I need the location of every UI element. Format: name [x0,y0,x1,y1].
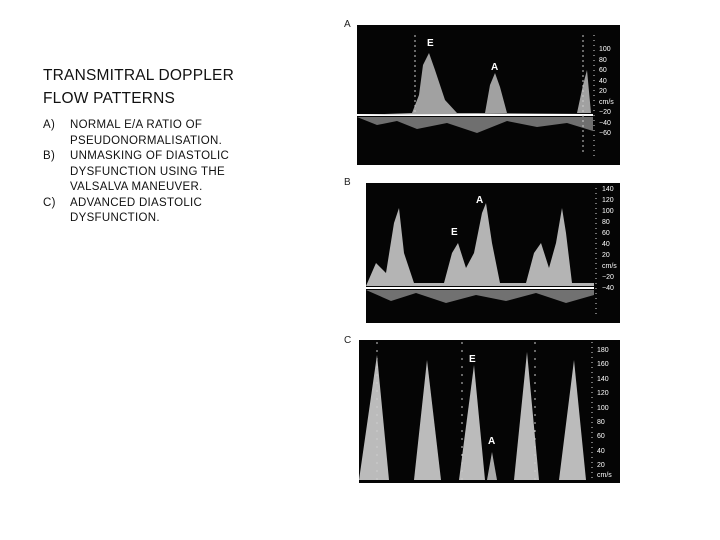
peak-e-label: E [427,38,434,49]
scale-tick: 140 [602,186,614,193]
list-line: NORMAL E/A RATIO OF [70,119,203,131]
peak-e-label: E [451,227,458,238]
doppler-trace-a [357,25,620,165]
scale-tick: 40 [602,241,610,248]
slide-title [43,64,303,110]
title-line-2: FLOW PATTERNS [43,90,176,107]
scale-tick: 140 [597,375,609,383]
scale-tick: 100 [599,46,611,53]
scale-tick: 80 [597,419,605,427]
scale-tick: −60 [599,130,611,137]
list-line: DYSFUNCTION USING THE [70,165,225,178]
scale-tick: −40 [602,285,614,292]
doppler-panel-a [357,25,620,165]
scale-tick: 60 [599,67,607,74]
scale-tick: 80 [602,219,610,226]
scale-tick: 160 [597,361,609,369]
panel-b-label: B [344,177,351,188]
velocity-scale [602,184,620,294]
velocity-scale [597,344,619,474]
scale-tick: 100 [602,208,614,215]
peak-a-label: A [491,62,499,73]
doppler-trace-b [366,183,620,323]
scale-tick: 180 [597,347,609,354]
list-item [43,118,343,149]
list-line: PSEUDONORMALISATION. [70,134,223,147]
velocity-scale [599,45,619,140]
scale-tick: −40 [599,119,611,127]
title-line-1: TRANSMITRAL DOPPLER [43,67,234,84]
scale-tick: 60 [602,230,610,237]
list-line: ADVANCED DIASTOLIC [70,196,203,209]
list-item [43,149,343,196]
scale-tick: 100 [597,404,609,412]
scale-unit: cm/s [602,263,617,270]
list-marker: C) [43,196,56,209]
scale-tick: 20 [599,88,607,95]
doppler-panel-b [366,183,620,323]
scale-tick: 40 [599,77,607,85]
scale-tick: 80 [599,56,607,64]
peak-a-label: A [488,436,496,447]
peak-e-label: E [469,354,476,365]
scale-tick: 120 [602,197,614,204]
scale-tick: 20 [597,462,605,470]
list-marker: A) [43,119,56,131]
panel-c-label: C [344,335,352,346]
scale-tick: 20 [602,252,610,259]
scale-tick: 120 [597,390,609,398]
list-line: UNMASKING OF DIASTOLIC [70,150,230,162]
scale-unit: cm/s [597,472,612,479]
panel-a-label: A [344,19,351,30]
peak-a-label: A [476,195,484,206]
list-marker: B) [43,150,56,162]
doppler-trace-c [359,340,620,483]
scale-tick: 60 [597,433,605,441]
pattern-list [43,118,343,227]
list-item [43,196,343,227]
scale-unit: cm/s [599,98,614,106]
scale-tick: 40 [597,447,605,455]
scale-tick: −20 [602,274,614,281]
list-line: VALSALVA MANEUVER. [70,181,203,193]
scale-tick: −20 [599,109,611,116]
doppler-panel-c [359,340,620,483]
list-line: DYSFUNCTION. [70,212,160,224]
